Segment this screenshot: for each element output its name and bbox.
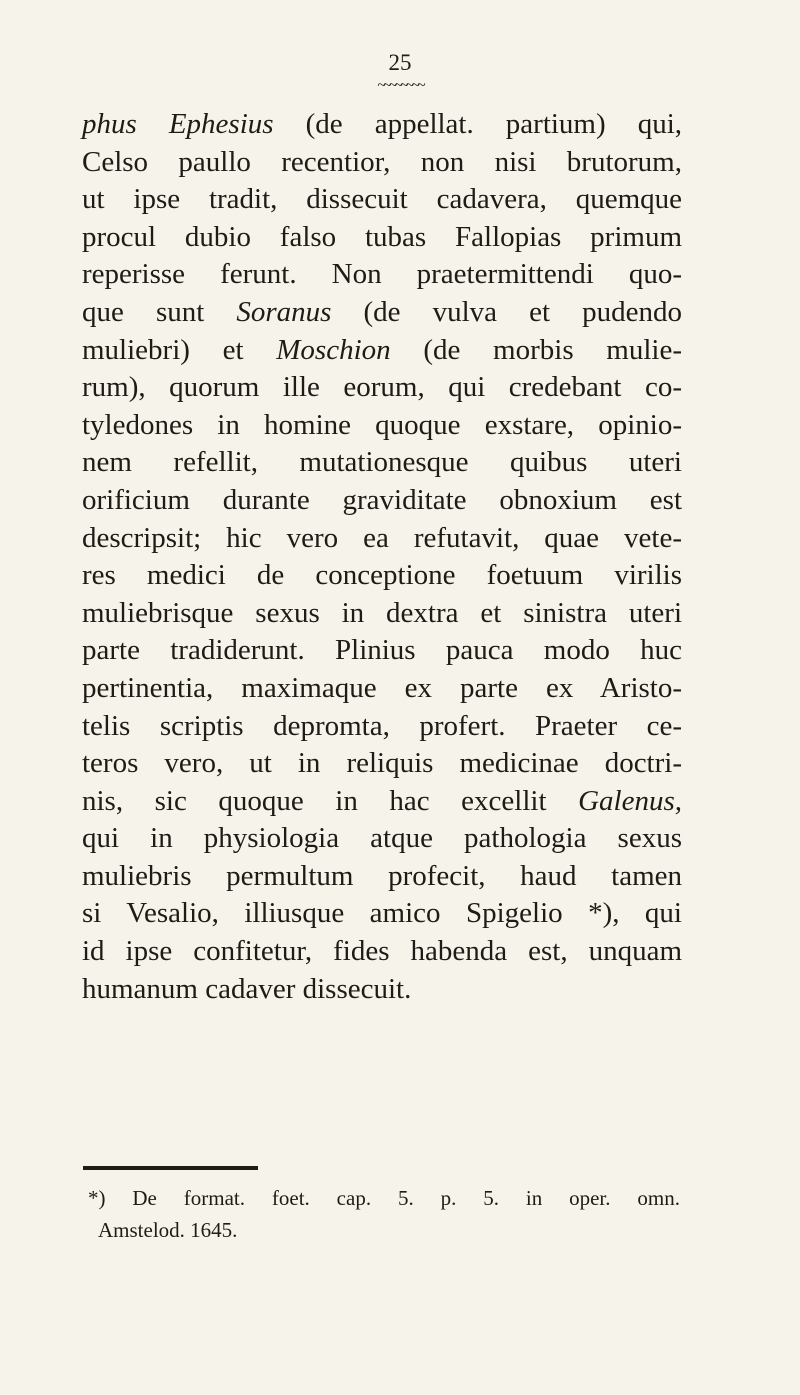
header-ornament: ~~~~~~~~ bbox=[377, 77, 423, 94]
text-line: tyledones in homine quoque exstare, opinio- bbox=[82, 408, 682, 441]
footnote bbox=[88, 1182, 680, 1246]
text-line: Celso paullo recentior, non nisi brutorum, bbox=[82, 145, 682, 178]
text-line: telis scriptis depromta, profert. Praeter ce- bbox=[82, 709, 682, 742]
footnote-line: Amstelod. 1645. bbox=[98, 1218, 238, 1242]
text-line: muliebris permultum profecit, haud tamen bbox=[82, 859, 682, 892]
text-line: parte tradiderunt. Plinius pauca modo huc bbox=[82, 634, 682, 667]
footnote-rule bbox=[83, 1166, 258, 1170]
text-line: muliebrisque sexus in dextra et sinistra uteri bbox=[82, 596, 682, 629]
main-text bbox=[82, 106, 682, 1008]
text-line: pertinentia, maximaque ex parte ex Aristo- bbox=[82, 671, 682, 704]
text-line: phus Ephesius (de appellat. partium) qui, bbox=[82, 108, 683, 140]
page-number: 25 bbox=[388, 50, 412, 75]
text-line: orificium durante graviditate obnoxium est bbox=[82, 483, 682, 516]
text-line: si Vesalio, illiusque amico Spigelio *), qui bbox=[82, 897, 682, 930]
text-line: ut ipse tradit, dissecuit cadavera, quemque bbox=[82, 183, 682, 216]
author-name-italic: Galenus, bbox=[578, 784, 682, 817]
author-name-italic: Moschion bbox=[276, 333, 391, 366]
author-name-italic: Soranus bbox=[236, 295, 332, 328]
author-name-italic: phus Ephesius bbox=[82, 108, 274, 140]
text-line: rum), quorum ille eorum, qui credebant co- bbox=[82, 371, 682, 404]
text-line: nis, sic quoque in hac excellit Galenus, bbox=[82, 784, 682, 817]
text-line: qui in physiologia atque pathologia sexus bbox=[82, 822, 682, 855]
text-line: procul dubio falso tubas Fallopias primum bbox=[82, 220, 682, 253]
text-line: muliebri) et Moschion (de morbis mulie- bbox=[82, 333, 683, 366]
text-line: id ipse confitetur, fides habenda est, unquam bbox=[82, 935, 682, 968]
text-line: nem refellit, mutationesque quibus uteri bbox=[82, 446, 682, 479]
text-line: teros vero, ut in reliquis medicinae doctri- bbox=[82, 747, 682, 780]
text-line: humanum cadaver dissecuit. bbox=[82, 972, 412, 1005]
footnote-line: *) De format. foet. cap. 5. p. 5. in oper. omn. bbox=[88, 1186, 680, 1210]
text-line: que sunt Soranus (de vulva et pudendo bbox=[82, 295, 683, 328]
text-line: descripsit; hic vero ea refutavit, quae vete- bbox=[82, 521, 682, 554]
text-line: reperisse ferunt. Non praetermittendi quo- bbox=[82, 258, 682, 291]
text-line: res medici de conceptione foetuum virilis bbox=[82, 559, 682, 592]
